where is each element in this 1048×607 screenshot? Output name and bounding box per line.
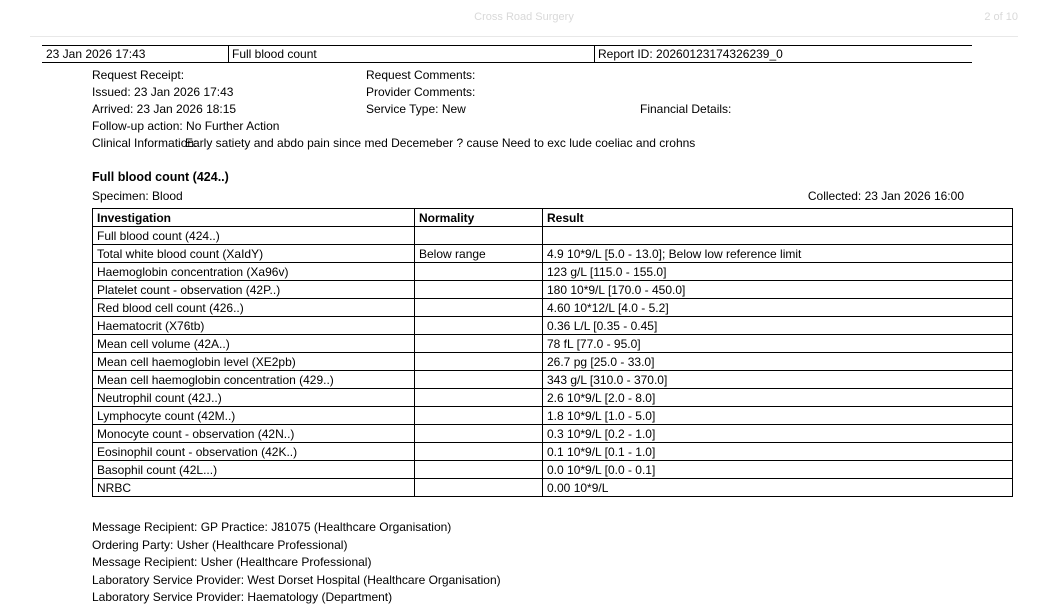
cell-normality: [415, 317, 543, 335]
request-receipt-label: Request Receipt:: [92, 68, 185, 82]
section-title: Full blood count (424..): [92, 170, 229, 184]
report-metadata: [42, 68, 972, 156]
cell-normality: [415, 371, 543, 389]
participant-line: Message Recipient: GP Practice: J81075 (Healthcare Organisation): [92, 520, 452, 534]
table-row: [93, 299, 1013, 317]
cell-result: 0.3 10*9/L [0.2 - 1.0]: [543, 425, 1013, 443]
report-datetime: 23 Jan 2026 17:43: [46, 47, 146, 61]
participant-line: Laboratory Service Provider: Haematology (Department): [92, 590, 393, 604]
cell-normality: [415, 461, 543, 479]
cell-investigation: Mean cell haemoglobin level (XE2pb): [93, 353, 415, 371]
cell-normality: [415, 389, 543, 407]
page-indicator: 2 of 10: [984, 11, 1018, 23]
cell-normality: [415, 353, 543, 371]
cell-normality: [415, 227, 543, 245]
document-viewer-header: [0, 0, 1048, 36]
cell-result: 0.0 10*9/L [0.0 - 0.1]: [543, 461, 1013, 479]
cell-investigation: Eosinophil count - observation (42K..): [93, 443, 415, 461]
clinical-information-label: Clinical Information:: [92, 136, 198, 150]
report-test-name: Full blood count: [232, 47, 317, 61]
cell-result: 123 g/L [115.0 - 155.0]: [543, 263, 1013, 281]
table-row: [93, 389, 1013, 407]
cell-investigation: NRBC: [93, 479, 415, 497]
arrived-datetime: Arrived: 23 Jan 2026 18:15: [92, 102, 237, 116]
participants-list: [92, 519, 972, 607]
cell-investigation: Red blood cell count (426..): [93, 299, 415, 317]
cell-result: 26.7 pg [25.0 - 33.0]: [543, 353, 1013, 371]
column-header-normality: Normality: [415, 209, 543, 227]
cell-investigation: Full blood count (424..): [93, 227, 415, 245]
table-row: [93, 461, 1013, 479]
cell-investigation: Mean cell volume (42A..): [93, 335, 415, 353]
cell-investigation: Mean cell haemoglobin concentration (429..): [93, 371, 415, 389]
collected-datetime: Collected: 23 Jan 2026 16:00: [807, 189, 964, 203]
cell-normality: [415, 425, 543, 443]
cell-normality: [415, 443, 543, 461]
cell-investigation: Haemoglobin concentration (Xa96v): [93, 263, 415, 281]
cell-normality: [415, 281, 543, 299]
request-comments-label: Request Comments:: [366, 68, 476, 82]
cell-investigation: Platelet count - observation (42P..): [93, 281, 415, 299]
cell-investigation: Monocyte count - observation (42N..): [93, 425, 415, 443]
cell-result: 0.00 10*9/L: [543, 479, 1013, 497]
document-title: Cross Road Surgery: [474, 11, 574, 23]
id-bar-divider-2: [594, 46, 595, 62]
cell-result: 0.1 10*9/L [0.1 - 1.0]: [543, 443, 1013, 461]
cell-result: 343 g/L [310.0 - 370.0]: [543, 371, 1013, 389]
clinical-information-text: Early satiety and abdo pain since med Decemeber ? cause Need to exc lude coeliac and crohns: [185, 136, 696, 150]
cell-normality: [415, 299, 543, 317]
cell-investigation: Total white blood count (XaIdY): [93, 245, 415, 263]
cell-result: 78 fL [77.0 - 95.0]: [543, 335, 1013, 353]
table-row: [93, 263, 1013, 281]
service-type: Service Type: New: [366, 102, 466, 116]
cell-investigation: Neutrophil count (42J..): [93, 389, 415, 407]
table-row: [93, 353, 1013, 371]
cell-normality: [415, 263, 543, 281]
cell-normality: [415, 479, 543, 497]
cell-result: 180 10*9/L [170.0 - 450.0]: [543, 281, 1013, 299]
cell-result: 4.9 10*9/L [5.0 - 13.0]; Below low reference limit: [543, 245, 1013, 263]
cell-result: 0.36 L/L [0.35 - 0.45]: [543, 317, 1013, 335]
participant-line: Laboratory Service Provider: West Dorset Hospital (Healthcare Organisation): [92, 572, 501, 587]
cell-result: 2.6 10*9/L [2.0 - 8.0]: [543, 389, 1013, 407]
results-section-header: [42, 170, 972, 208]
results-table-body: [93, 227, 1013, 497]
table-row: [93, 407, 1013, 425]
participant-line: Message Recipient: Usher (Healthcare Professional): [92, 555, 372, 569]
document-page: [30, 36, 1018, 604]
cell-normality: [415, 407, 543, 425]
results-table: [92, 208, 1013, 497]
table-header-row: [93, 209, 1013, 227]
financial-details-label: Financial Details:: [640, 102, 732, 116]
id-bar-divider-1: [228, 46, 229, 62]
cell-normality: [415, 335, 543, 353]
table-row: [93, 227, 1013, 245]
participant-line: Ordering Party: Usher (Healthcare Professional): [92, 537, 348, 552]
table-row: [93, 317, 1013, 335]
cell-result: [543, 227, 1013, 245]
cell-investigation: Lymphocyte count (42M..): [93, 407, 415, 425]
table-row: [93, 479, 1013, 497]
cell-normality: Below range: [415, 245, 543, 263]
cell-investigation: Basophil count (42L...): [93, 461, 415, 479]
cell-result: 1.8 10*9/L [1.0 - 5.0]: [543, 407, 1013, 425]
table-row: [93, 245, 1013, 263]
cell-investigation: Haematocrit (X76tb): [93, 317, 415, 335]
table-row: [93, 335, 1013, 353]
report-id: Report ID: 20260123174326239_0: [598, 47, 783, 61]
cell-result: 4.60 10*12/L [4.0 - 5.2]: [543, 299, 1013, 317]
table-row: [93, 443, 1013, 461]
specimen-type: Specimen: Blood: [92, 189, 183, 203]
provider-comments-label: Provider Comments:: [366, 85, 476, 99]
table-row: [93, 281, 1013, 299]
column-header-investigation: Investigation: [93, 209, 415, 227]
report-identification-bar: [42, 45, 972, 63]
table-row: [93, 371, 1013, 389]
column-header-result: Result: [543, 209, 1013, 227]
followup-action: Follow-up action: No Further Action: [92, 119, 280, 133]
table-row: [93, 425, 1013, 443]
issued-datetime: Issued: 23 Jan 2026 17:43: [92, 85, 234, 99]
